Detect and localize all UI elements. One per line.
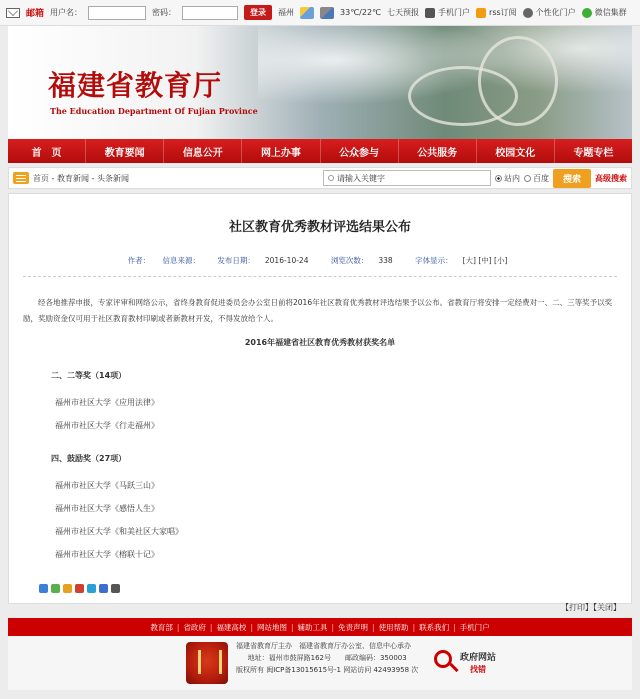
footer-info	[236, 640, 418, 676]
forecast-link[interactable]: 七天预报	[387, 8, 420, 17]
article-title: 社区教育优秀教材评选结果公布	[228, 220, 411, 235]
nav-item-news[interactable]: 教育要闻	[86, 139, 164, 163]
radio-site[interactable]	[495, 173, 520, 184]
meta-source-label: 信息来源：	[162, 256, 200, 265]
mobile-portal-link[interactable]	[425, 7, 470, 18]
nav-item-campus[interactable]: 校园文化	[477, 139, 555, 163]
search-icon	[328, 175, 334, 181]
header-banner	[8, 26, 632, 139]
rss-link[interactable]	[476, 7, 517, 18]
footer-link[interactable]: 网站地图	[256, 622, 287, 632]
nav-item-online-services[interactable]: 网上办事	[242, 139, 320, 163]
radio-selected-icon	[495, 175, 502, 182]
divider	[23, 276, 617, 277]
radio-baidu[interactable]	[524, 173, 549, 184]
password-label: 密码：	[152, 8, 177, 17]
footer-link[interactable]: 手机门户	[459, 622, 490, 632]
mobile-portal-label: 手机门户	[438, 8, 471, 17]
meta-views	[326, 256, 398, 265]
search-placeholder: 请输入关键字	[336, 173, 385, 183]
list-item: 福州市社区大学《行走福州》	[55, 421, 159, 430]
rss-icon	[476, 8, 486, 18]
top-bar	[0, 0, 640, 26]
phone-icon	[425, 8, 435, 18]
meta-font	[410, 256, 512, 265]
article-paragraph: 经各地推荐申报，专家评审和网络公示，省终身教育促进委员会办公室日前将2016年社区教育优秀教材评选结果予以公布。省教育厅将安排一定经费对一、二、三等奖予以奖励，奖励资金仅可用于社区教育教材印刷或者新教材开发，不得发放给个人。	[23, 298, 613, 323]
font-size-switcher[interactable]: [大] [中] [小]	[462, 256, 508, 265]
meta-views-value: 338	[378, 256, 393, 265]
footer-link[interactable]: 教育部	[150, 622, 173, 632]
meta-author-label: 作者：	[127, 256, 151, 265]
section-heading: 二、二等奖（14项）	[51, 371, 127, 380]
share-weibo-icon[interactable]	[63, 584, 72, 593]
personal-portal-label: 个性化门户	[535, 8, 576, 17]
share-people-icon[interactable]	[99, 584, 108, 593]
list-item: 福州市社区大学《应用法律》	[55, 398, 159, 407]
list-title: 2016年福建省社区教育优秀教材获奖名单	[244, 338, 396, 347]
article	[8, 193, 632, 612]
share-bar	[39, 584, 120, 593]
mail-icon[interactable]	[6, 8, 20, 18]
person-icon	[523, 8, 533, 18]
footer-link[interactable]: 省政府	[183, 622, 206, 632]
radio-unselected-icon	[524, 175, 531, 182]
footer-nav: 教育部 | 省政府 | 福建高校 | 网站地图 | 辅助工具 | 免责声明 | 使用帮助 | 联系我们 | 手机门户	[8, 618, 632, 636]
gov-site-title[interactable]: 政府网站	[460, 653, 497, 663]
footer	[8, 636, 632, 690]
footer-organizer: 福建省教育厅主办 福建省教育厅办公室、信息中心承办	[236, 642, 411, 650]
section-heading: 四、鼓励奖（27项）	[51, 454, 127, 463]
nav-item-home[interactable]: 首 页	[8, 139, 86, 163]
print-close-links[interactable]: 【打印】【关闭】	[561, 603, 621, 612]
footer-link[interactable]: 联系我们	[419, 622, 450, 632]
weather-city: 福州	[278, 8, 295, 17]
login-button[interactable]: 登录	[244, 5, 272, 20]
share-penguin-icon[interactable]	[111, 584, 120, 593]
footer-link[interactable]: 辅助工具	[297, 622, 328, 632]
main-nav	[8, 139, 632, 163]
footer-link[interactable]: 免责声明	[338, 622, 369, 632]
list-item: 福州市社区大学《感悟人生》	[55, 504, 159, 513]
share-renren-icon[interactable]	[75, 584, 84, 593]
advanced-search-link[interactable]: 高级搜索	[595, 173, 627, 183]
wechat-link[interactable]	[582, 7, 627, 18]
wechat-label: 微信集群	[594, 8, 627, 17]
share-more-icon[interactable]	[39, 584, 48, 593]
radio-baidu-label: 百度	[532, 173, 549, 183]
meta-date	[212, 256, 313, 265]
magnifier-icon[interactable]	[432, 648, 460, 676]
meta-views-label: 浏览次数：	[330, 256, 369, 265]
search-button[interactable]: 搜索	[553, 169, 591, 188]
banner-road-loop	[478, 36, 558, 126]
gov-site-report[interactable]: 找错	[470, 665, 486, 674]
nav-item-participation[interactable]: 公众参与	[321, 139, 399, 163]
list-item: 福州市社区大学《和美社区大家唱》	[55, 527, 183, 536]
username-label: 用户名：	[50, 8, 83, 17]
search-input[interactable]	[323, 170, 491, 186]
nav-item-public-services[interactable]: 公共服务	[399, 139, 477, 163]
weather-cloud-icon	[320, 7, 334, 19]
wechat-icon	[582, 8, 592, 18]
mail-link[interactable]: 邮箱	[26, 9, 45, 19]
list-icon	[13, 172, 29, 184]
meta-date-value: 2016-10-24	[264, 256, 309, 265]
rss-label: rss订阅	[489, 8, 517, 17]
site-title-english: The Education Department Of Fujian Province	[50, 106, 258, 116]
party-emblem-icon[interactable]	[186, 642, 228, 684]
meta-font-label: 字体显示：	[415, 256, 453, 265]
list-item: 福州市社区大学《马跃三山》	[55, 481, 159, 490]
password-input[interactable]	[182, 6, 238, 20]
article-meta	[23, 255, 617, 266]
weather-temperature: 33℃/22℃	[340, 8, 382, 17]
footer-copyright: 版权所有 闽ICP备13015615号-1 网站访问 42493958 次	[236, 666, 419, 674]
footer-address: 地址：福州市鼓屏路162号 邮政编码：350003	[247, 654, 407, 662]
breadcrumb[interactable]: 首页 - 教育新闻 - 头条新闻	[33, 173, 129, 183]
share-qq-icon[interactable]	[87, 584, 96, 593]
meta-date-label: 发布日期：	[217, 256, 255, 265]
footer-link[interactable]: 福建高校	[216, 622, 247, 632]
weather-sun-icon	[300, 7, 314, 19]
site-title: 福建省教育厅	[48, 69, 223, 102]
radio-site-label: 站内	[503, 173, 520, 183]
list-item: 福州市社区大学《榕联十记》	[55, 550, 159, 559]
footer-link[interactable]: 使用帮助	[378, 622, 409, 632]
nav-item-disclosure[interactable]: 信息公开	[164, 139, 242, 163]
personal-portal-link[interactable]	[523, 7, 576, 18]
nav-item-topics[interactable]: 专题专栏	[573, 147, 614, 159]
username-input[interactable]	[88, 6, 146, 20]
breadcrumb-bar	[8, 167, 632, 189]
share-qzone-icon[interactable]	[51, 584, 60, 593]
